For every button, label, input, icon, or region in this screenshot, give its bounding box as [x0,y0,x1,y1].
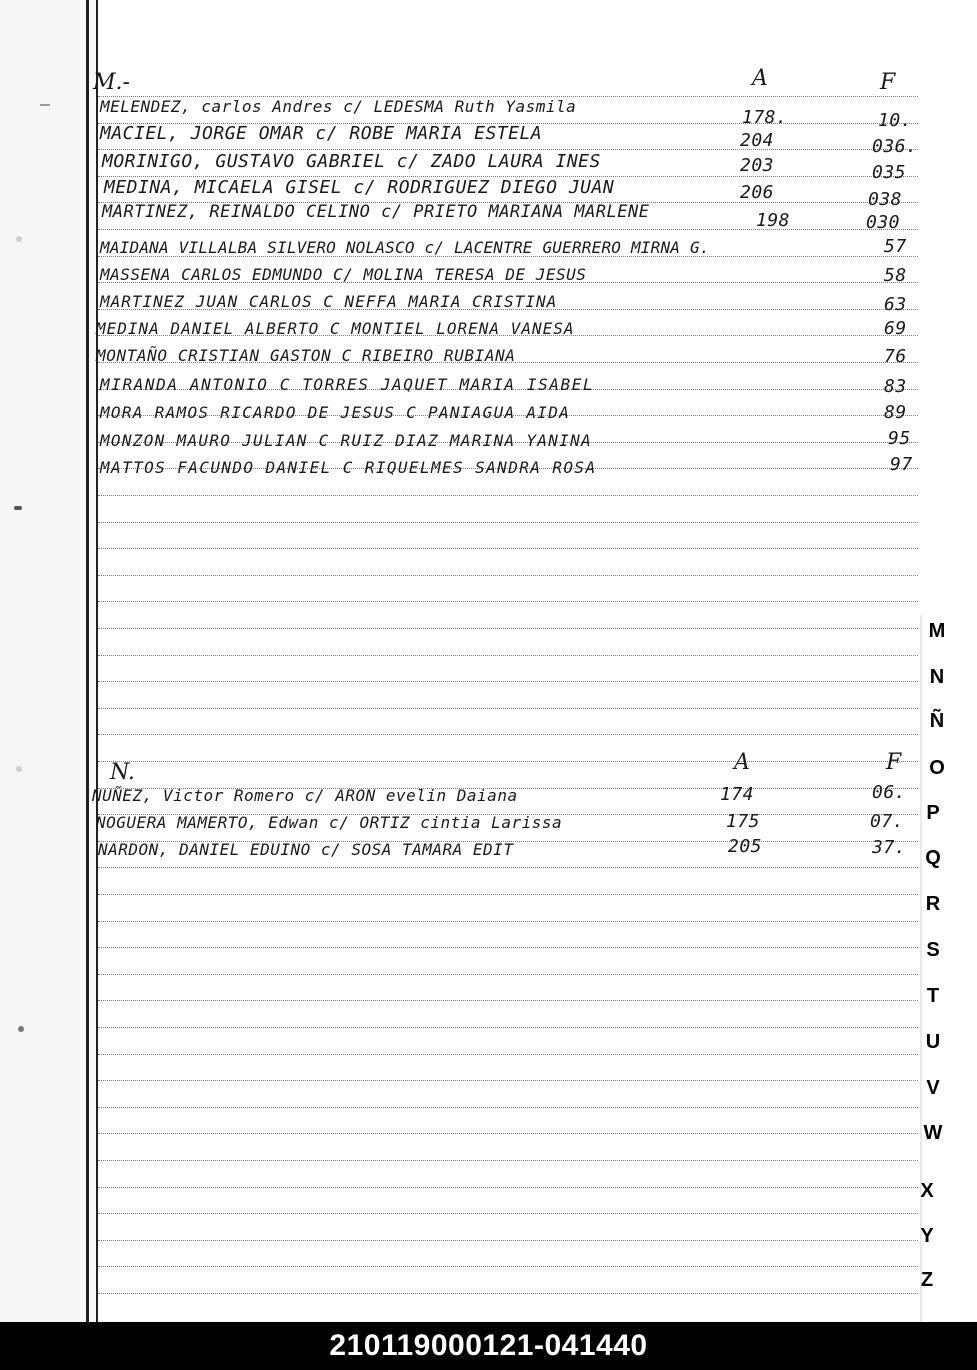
ruled-line [98,628,918,629]
entry-m-11-name: MIRANDA ANTONIO C TORRES JAQUET MARIA ISABEL [100,375,595,394]
entry-m-6-name: MAIDANA VILLALBA SILVERO NOLASCO c/ LACENTRE GUERRERO MIRNA G. [100,238,710,257]
binder-hole [16,766,22,772]
entry-m-7-name: MASSENA CARLOS EDMUNDO C/ MOLINA TERESA DE JESUS [100,265,587,284]
binder-hole [14,506,22,510]
tab-letter-u[interactable]: U [925,1031,941,1053]
ruled-line [98,522,918,523]
entry-m-9-f: 69 [884,318,907,339]
ruled-line [98,229,918,230]
ruled-line [98,708,918,709]
entry-m-4-name: MEDINA, MICAELA GISEL c/ RODRIGUEZ DIEGO JUAN [104,177,615,198]
ruled-line [98,1213,918,1214]
entry-m-1-a: 178. [742,107,788,128]
entry-m-5-name: MARTINEZ, REINALDO CELINO c/ PRIETO MARIANA MARLENE [102,202,650,222]
ruled-line [98,1054,918,1055]
ruled-line [98,681,918,682]
ruled-line [98,149,918,150]
ruled-line [98,974,918,975]
entry-m-10-name: MONTAÑO CRISTIAN GASTON C RIBEIRO RUBIANA [96,346,516,365]
entry-m-1-f: 10. [878,110,913,131]
entry-m-10-f: 76 [884,346,907,367]
ruled-line [98,1133,918,1134]
entry-m-14-f: 97 [890,454,913,475]
entry-n-3-f: 37. [872,837,907,858]
tab-letter-x[interactable]: X [920,1180,934,1202]
tab-letter-m[interactable]: M [928,620,946,642]
entry-m-14-name: MATTOS FACUNDO DANIEL C RIQUELMES SANDRA ROSA [100,458,597,477]
section-n-col-f: F [886,750,902,775]
ruled-line [98,575,918,576]
ruled-line [98,548,918,549]
entry-m-3-f: 035 [872,162,907,183]
entry-m-8-name: MARTINEZ JUAN CARLOS C NEFFA MARIA CRISTINA [100,292,558,311]
document-id: 210119000121-041440 [329,1329,648,1362]
binder-hole [16,236,22,242]
ruled-line [98,921,918,922]
entry-m-3-name: MORINIGO, GUSTAVO GABRIEL c/ ZADO LAURA INES [102,151,601,172]
entry-m-5-f: 030 [866,212,901,233]
ruled-line [98,1027,918,1028]
entry-m-1-name: MELENDEZ, carlos Andres c/ LEDESMA Ruth Yasmila [100,97,577,116]
ruled-line [98,655,918,656]
ruled-line [98,1160,918,1161]
entry-m-8-f: 63 [884,294,907,315]
tab-letter-z[interactable]: Z [920,1269,934,1291]
tab-letter-o[interactable]: O [929,757,945,779]
entry-n-2-a: 175 [726,811,761,832]
tab-letter-p[interactable]: P [926,802,940,824]
ruled-line [98,1293,918,1294]
ruled-line [98,867,918,868]
tab-letter-v[interactable]: V [926,1077,940,1099]
tab-letter-q[interactable]: Q [925,847,941,869]
ruled-line [98,761,918,762]
entry-n-2-name: NOGUERA MAMERTO, Edwan c/ ORTIZ cintia Larissa [96,813,563,832]
tab-letter-w[interactable]: W [923,1122,943,1144]
entry-m-11-f: 83 [884,376,907,397]
ruled-line [98,601,918,602]
binder-hole [18,1026,24,1032]
entry-m-2-a: 204 [740,130,775,151]
section-m-col-f: F [880,70,896,95]
section-n-heading: N. [110,760,135,785]
ruled-line [98,1266,918,1267]
entry-m-12-name: MORA RAMOS RICARDO DE JESUS C PANIAGUA AIDA [100,403,571,422]
ledger-page [98,0,921,1322]
entry-n-1-name: NUÑEZ, Victor Romero c/ ARON evelin Daiana [92,786,518,805]
entry-n-1-a: 174 [720,784,755,805]
tab-letter-n-tilde[interactable]: Ñ [929,710,945,732]
ruled-line [98,734,918,735]
entry-m-9-name: MEDINA DANIEL ALBERTO C MONTIEL LORENA VANESA [96,319,575,338]
entry-n-3-name: NARDON, DANIEL EDUINO c/ SOSA TAMARA EDIT [98,840,514,859]
ruled-line [98,1240,918,1241]
entry-m-4-a: 206 [740,182,775,203]
entry-n-3-a: 205 [728,836,763,857]
tab-letter-y[interactable]: Y [920,1225,934,1247]
entry-m-7-f: 58 [884,265,907,286]
page-left-margin [0,0,88,1322]
ruled-line [98,894,918,895]
ruled-line [98,495,918,496]
ruled-line [98,1187,918,1188]
entry-m-12-f: 89 [884,402,907,423]
entry-m-13-name: MONZON MAURO JULIAN C RUIZ DIAZ MARINA YANINA [100,431,592,450]
ruled-line [98,1107,918,1108]
section-n-col-a: A [734,750,750,775]
entry-m-2-f: 036. [872,136,918,157]
entry-m-2-name: MACIEL, JORGE OMAR c/ ROBE MARIA ESTELA [100,123,543,144]
entry-m-13-f: 95 [888,428,911,449]
entry-n-1-f: 06. [872,782,907,803]
tab-letter-t[interactable]: T [926,985,940,1007]
entry-m-3-a: 203 [740,155,775,176]
entry-m-6-f: 57 [884,236,907,257]
entry-m-5-a: 198 [756,210,791,231]
section-m-heading: M.- [93,70,130,95]
ruled-line [98,1000,918,1001]
tab-letter-n[interactable]: N [929,666,945,688]
tab-letter-s[interactable]: S [926,939,940,961]
margin-tick [40,104,50,106]
ruled-line [98,947,918,948]
entry-m-4-f: 038 [868,189,903,210]
entry-n-2-f: 07. [870,811,905,832]
section-m-col-a: A [752,66,768,91]
ruled-line [98,1080,918,1081]
tab-letter-r[interactable]: R [925,893,941,915]
